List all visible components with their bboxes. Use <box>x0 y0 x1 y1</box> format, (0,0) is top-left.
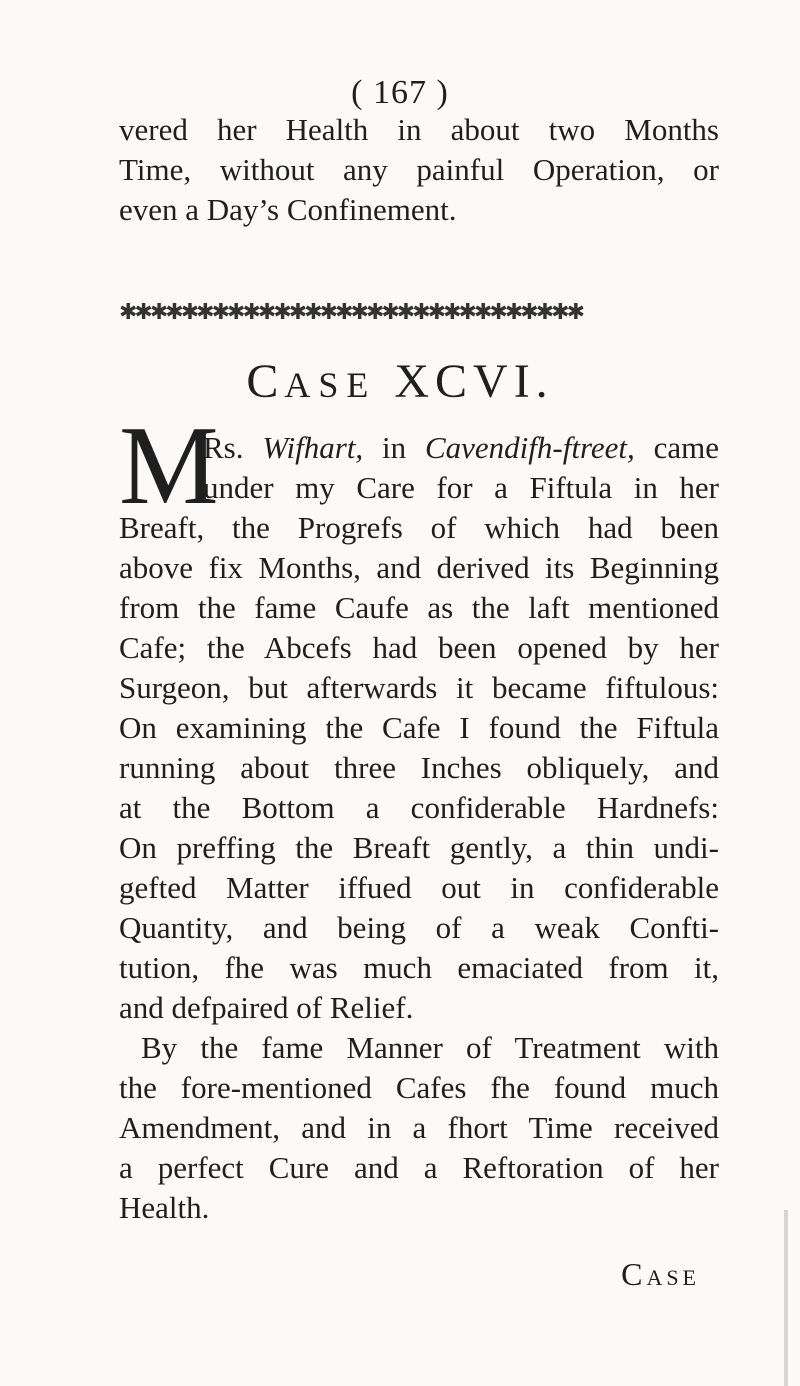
text-line: Quantity, and being of a weak Confti- <box>119 910 719 945</box>
street-name: Cavendifh-ftreet, <box>424 430 635 465</box>
text-line: tution, fhe was much emaciated from it, <box>119 950 719 985</box>
text-line: running about three Inches obliquely, and <box>119 750 719 785</box>
text-line: vered her Health in about two Months <box>119 112 719 147</box>
text-line: even a Day’s Confinement. <box>119 192 457 227</box>
text-line: and defpaired of Relief. <box>119 990 414 1025</box>
patient-name: Wifhart, <box>262 430 364 465</box>
text-line: Amendment, and in a fhort Time received <box>119 1110 719 1145</box>
text-line: Time, without any painful Operation, or <box>119 152 719 187</box>
text-line: at the Bottom a confiderable Hardnefs: <box>119 790 719 825</box>
case-heading-initial: C <box>246 355 285 408</box>
catchword-initial: C <box>621 1256 647 1292</box>
case-heading-numeral: XCVI. <box>394 355 554 408</box>
text-line: gefted Matter iffued out in confiderable <box>119 870 719 905</box>
carryover-paragraph <box>119 110 719 230</box>
text-line <box>119 428 719 468</box>
text-line: the fore-mentioned Cafes fhe found much <box>119 1070 719 1105</box>
case-heading-smallcaps: ASE <box>284 365 377 405</box>
text-line: from the fame Caufe as the laft mentioned <box>119 590 719 625</box>
text-line: under my Care for a Fiftula in her <box>203 470 719 505</box>
text-line: Surgeon, but afterwards it became fiftulous: <box>119 670 719 705</box>
binding-edge <box>784 1210 788 1386</box>
case-paragraph <box>119 428 719 1228</box>
text-line: a perfect Cure and a Reftoration of her <box>119 1150 719 1185</box>
catchword-smallcaps: ASE <box>646 1265 700 1290</box>
text-line: Breaft, the Progrefs of which had been <box>119 510 719 545</box>
text-line: Health. <box>119 1190 210 1225</box>
catchword <box>540 1256 700 1293</box>
page-number: ( 167 ) <box>351 74 449 111</box>
ornamental-rule: ✱✱✱✱✱✱✱✱✱✱✱✱✱✱✱✱✱✱✱✱✱✱✱✱✱✱✱✱✱✱ <box>119 299 583 324</box>
text-line: On preffing the Breaft gently, a thin undi- <box>119 830 719 865</box>
text-line: Cafe; the Abcefs had been opened by her <box>119 630 719 665</box>
text-line: above fix Months, and derived its Beginning <box>119 550 719 585</box>
text-line: On examining the Cafe I found the Fiftula <box>119 710 719 745</box>
text-span: came <box>634 430 719 465</box>
text-span: Rs. <box>203 430 263 465</box>
text-line: By the fame Manner of Treatment with <box>141 1030 719 1065</box>
text-span: in <box>363 430 425 465</box>
drop-cap: M <box>119 404 219 528</box>
